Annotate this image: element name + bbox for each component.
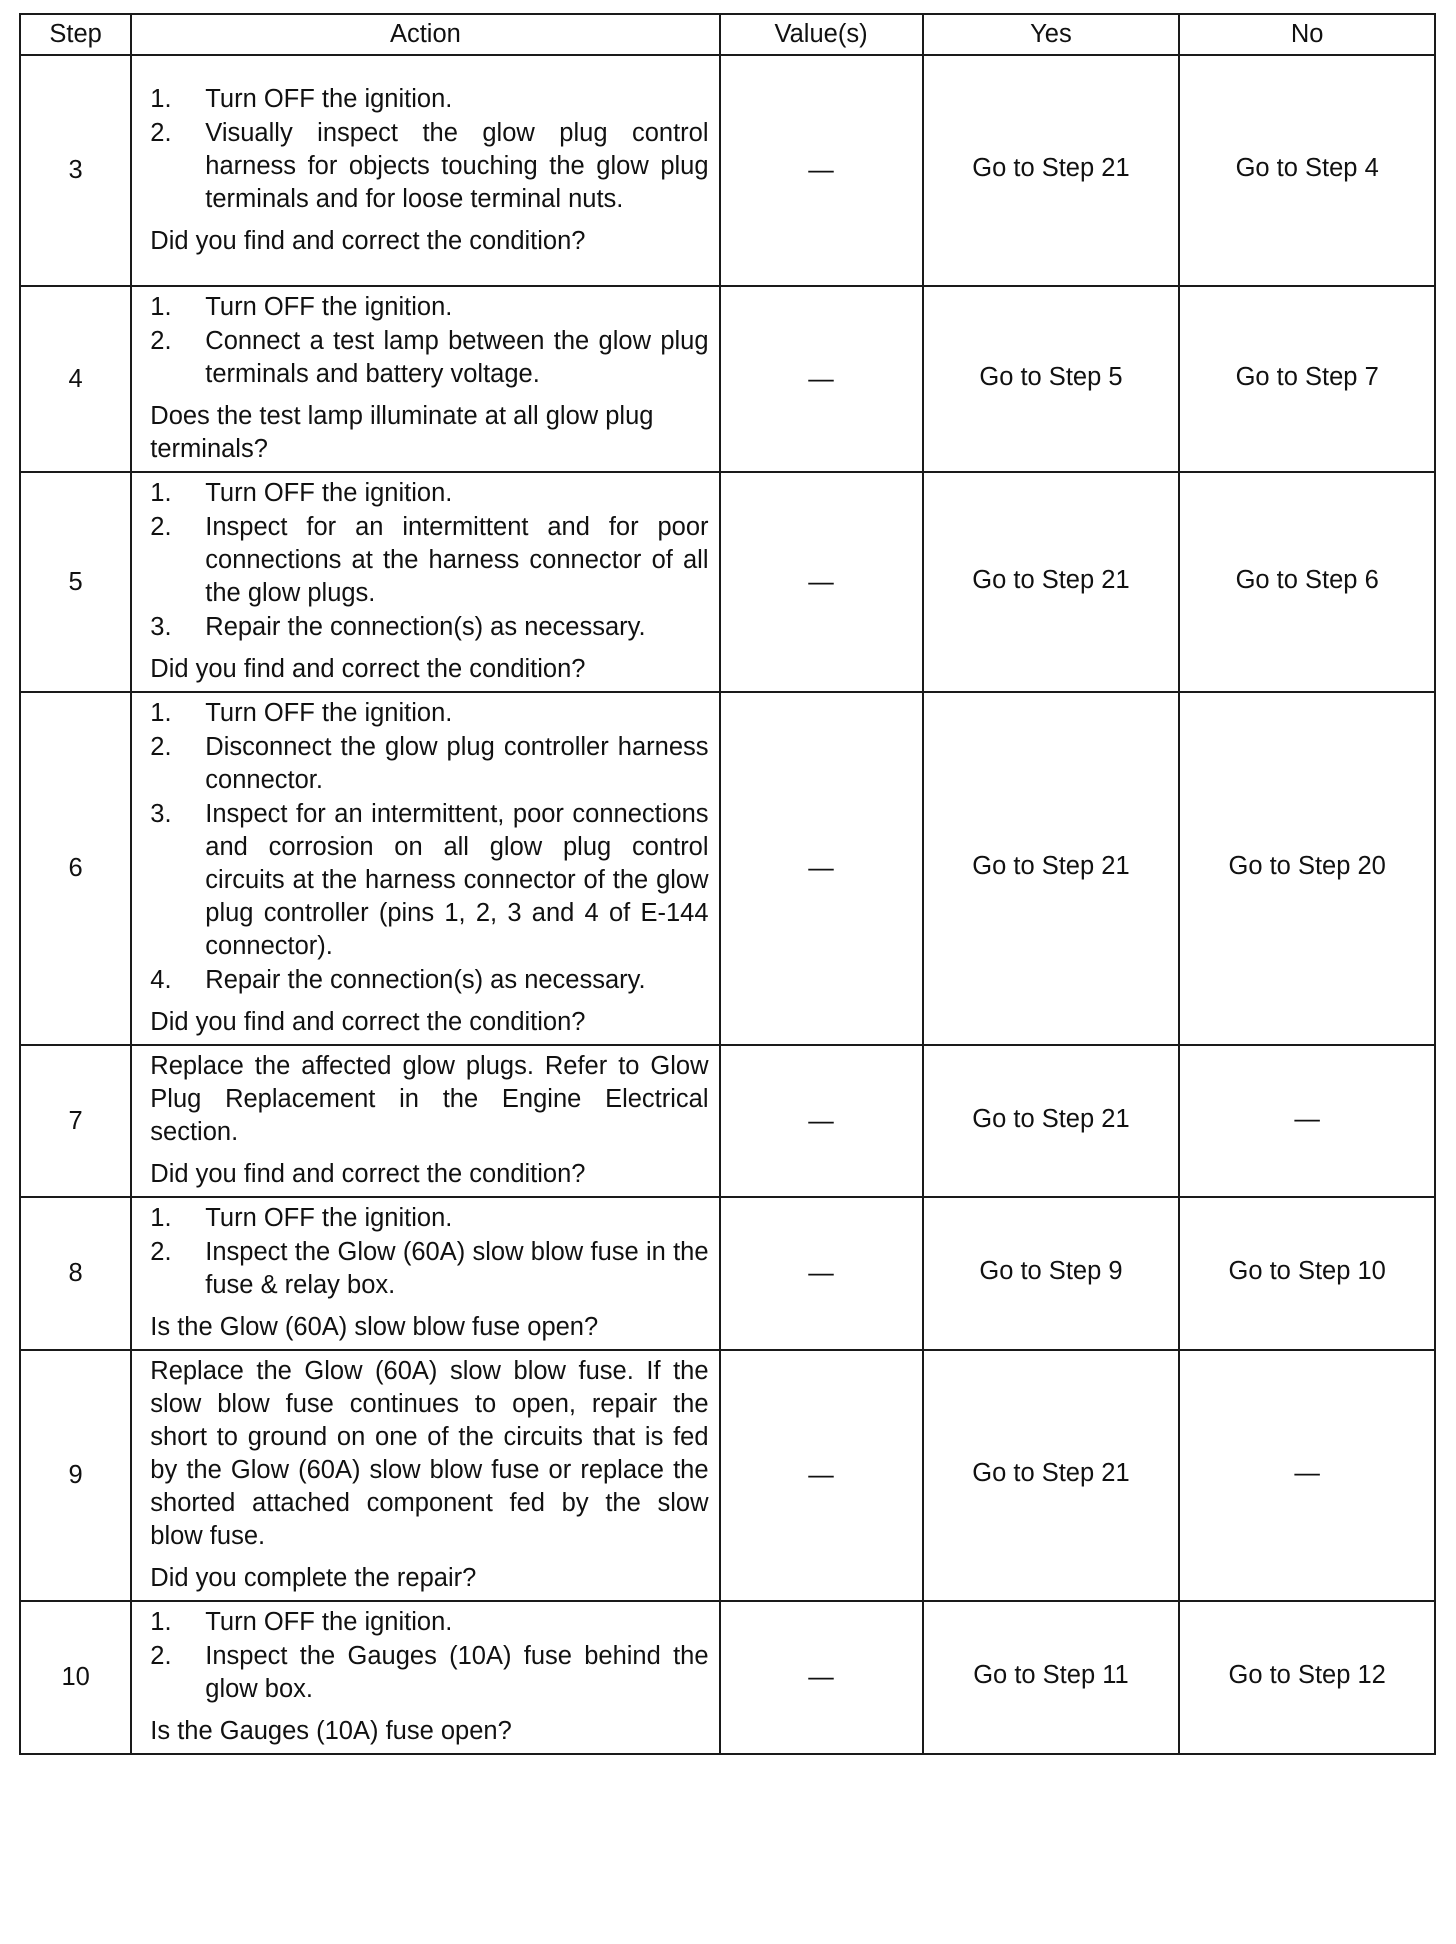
action-step-text: Disconnect the glow plug controller harness connector.	[205, 733, 709, 794]
action-paragraph: Replace the Glow (60A) slow blow fuse. If the slow blow fuse continues to open, repair the short to ground on one of the circuits that is fed by the Glow (60A) slow blow fuse or replace the shorted attached component fed by the slow blow fuse.	[150, 1357, 709, 1550]
table-row	[20, 286, 1435, 472]
action-step-item	[150, 325, 708, 391]
action-cell	[131, 472, 719, 692]
action-step-number: 2.	[150, 327, 172, 355]
action-step-text: Repair the connection(s) as necessary.	[205, 613, 646, 641]
action-step-number: 3.	[150, 613, 172, 641]
action-question: Does the test lamp illuminate at all glow plug terminals?	[150, 402, 654, 463]
yes-result: Go to Step 11	[923, 1601, 1180, 1754]
action-steps-list	[150, 477, 708, 644]
no-result: Go to Step 7	[1179, 286, 1435, 472]
action-step-number: 2.	[150, 733, 172, 761]
action-step-item	[150, 117, 708, 216]
action-step-item	[150, 697, 708, 730]
action-question: Did you find and correct the condition?	[150, 1008, 586, 1036]
action-question: Is the Glow (60A) slow blow fuse open?	[150, 1313, 599, 1341]
no-result: Go to Step 20	[1179, 692, 1435, 1045]
action-step-text: Inspect for an intermittent, poor connections and corrosion on all glow plug control circuits at the harness connector of the glow plug controller (pins 1, 2, 3 and 4 of E-144 connector).	[205, 800, 709, 960]
action-step-item	[150, 83, 708, 116]
action-steps-list	[150, 697, 708, 997]
action-step-text: Turn OFF the ignition.	[205, 293, 453, 321]
action-step-item	[150, 1640, 708, 1706]
action-cell	[131, 1350, 719, 1601]
value-cell: —	[720, 1197, 923, 1350]
table-row	[20, 472, 1435, 692]
action-step-text: Turn OFF the ignition.	[205, 479, 453, 507]
yes-result: Go to Step 9	[923, 1197, 1180, 1350]
value-cell: —	[720, 55, 923, 286]
step-number: 7	[20, 1045, 131, 1197]
table-body	[20, 55, 1435, 1754]
action-step-text: Inspect the Glow (60A) slow blow fuse in the fuse & relay box.	[205, 1238, 709, 1299]
action-step-item	[150, 1606, 708, 1639]
table-row	[20, 1601, 1435, 1754]
table-row	[20, 1045, 1435, 1197]
no-result: Go to Step 10	[1179, 1197, 1435, 1350]
action-step-text: Visually inspect the glow plug control harness for objects touching the glow plug terminals and for loose terminal nuts.	[205, 118, 709, 213]
table-row	[20, 1350, 1435, 1601]
action-question: Did you find and correct the condition?	[150, 226, 586, 255]
value-cell: —	[720, 1350, 923, 1601]
header-values: Value(s)	[720, 14, 923, 55]
action-step-number: 2.	[150, 118, 172, 147]
action-step-number: 1.	[150, 293, 172, 321]
action-steps-list	[150, 1202, 708, 1302]
header-step: Step	[20, 14, 131, 55]
no-result: Go to Step 4	[1179, 55, 1435, 286]
action-step-text: Connect a test lamp between the glow plug terminals and battery voltage.	[205, 327, 709, 388]
action-step-number: 1.	[150, 1608, 172, 1636]
action-step-item	[150, 611, 708, 644]
value-cell: —	[720, 472, 923, 692]
step-number: 3	[20, 55, 131, 286]
action-step-text: Turn OFF the ignition.	[205, 699, 453, 727]
action-step-item	[150, 964, 708, 997]
yes-result: Go to Step 21	[923, 55, 1180, 286]
yes-result: Go to Step 21	[923, 1350, 1180, 1601]
header-yes: Yes	[923, 14, 1180, 55]
step-number: 10	[20, 1601, 131, 1754]
step-number: 5	[20, 472, 131, 692]
action-step-number: 2.	[150, 1238, 172, 1266]
action-step-text: Turn OFF the ignition.	[205, 1608, 453, 1636]
action-question: Is the Gauges (10A) fuse open?	[150, 1717, 512, 1745]
action-cell	[131, 692, 719, 1045]
action-step-item	[150, 511, 708, 610]
action-step-number: 4.	[150, 966, 172, 994]
yes-result: Go to Step 5	[923, 286, 1180, 472]
header-row	[20, 14, 1435, 55]
action-cell	[131, 1197, 719, 1350]
table-row	[20, 1197, 1435, 1350]
action-steps-list	[150, 1606, 708, 1706]
action-step-number: 1.	[150, 699, 172, 727]
action-question: Did you find and correct the condition?	[150, 655, 586, 683]
action-step-text: Inspect the Gauges (10A) fuse behind the glow box.	[205, 1642, 709, 1703]
value-cell: —	[720, 286, 923, 472]
no-result: Go to Step 6	[1179, 472, 1435, 692]
value-cell: —	[720, 1601, 923, 1754]
action-step-number: 2.	[150, 513, 172, 541]
no-result: Go to Step 12	[1179, 1601, 1435, 1754]
action-question: Did you find and correct the condition?	[150, 1160, 586, 1188]
action-step-item	[150, 731, 708, 797]
step-number: 9	[20, 1350, 131, 1601]
action-step-text: Turn OFF the ignition.	[205, 1204, 453, 1232]
yes-result: Go to Step 21	[923, 472, 1180, 692]
table-row	[20, 55, 1435, 286]
action-step-text: Inspect for an intermittent and for poor connections at the harness connector of all the glow plugs.	[205, 513, 709, 607]
no-result: —	[1179, 1350, 1435, 1601]
value-cell: —	[720, 692, 923, 1045]
action-step-number: 1.	[150, 1204, 172, 1232]
action-step-text: Turn OFF the ignition.	[205, 84, 453, 113]
action-step-item	[150, 477, 708, 510]
action-step-number: 1.	[150, 479, 172, 507]
action-step-number: 3.	[150, 800, 172, 828]
table-row	[20, 692, 1435, 1045]
yes-result: Go to Step 21	[923, 692, 1180, 1045]
diagnostic-table	[19, 13, 1436, 1755]
action-steps-list	[150, 83, 708, 216]
no-result: —	[1179, 1045, 1435, 1197]
value-cell: —	[720, 1045, 923, 1197]
action-step-number: 1.	[150, 84, 172, 113]
action-steps-list	[150, 291, 708, 391]
step-number: 4	[20, 286, 131, 472]
diagnostic-table-container	[19, 13, 1436, 1755]
header-no: No	[1179, 14, 1435, 55]
action-cell	[131, 1045, 719, 1197]
step-number: 8	[20, 1197, 131, 1350]
action-step-text: Repair the connection(s) as necessary.	[205, 966, 646, 994]
action-step-item	[150, 1202, 708, 1235]
action-question: Did you complete the repair?	[150, 1564, 477, 1592]
action-step-item	[150, 798, 708, 963]
action-cell	[131, 286, 719, 472]
action-step-number: 2.	[150, 1642, 172, 1670]
action-cell	[131, 1601, 719, 1754]
action-paragraph: Replace the affected glow plugs. Refer to Glow Plug Replacement in the Engine Electrical section.	[150, 1052, 709, 1146]
header-action: Action	[131, 14, 719, 55]
action-cell	[131, 55, 719, 286]
step-number: 6	[20, 692, 131, 1045]
action-step-item	[150, 291, 708, 324]
action-step-item	[150, 1236, 708, 1302]
yes-result: Go to Step 21	[923, 1045, 1180, 1197]
